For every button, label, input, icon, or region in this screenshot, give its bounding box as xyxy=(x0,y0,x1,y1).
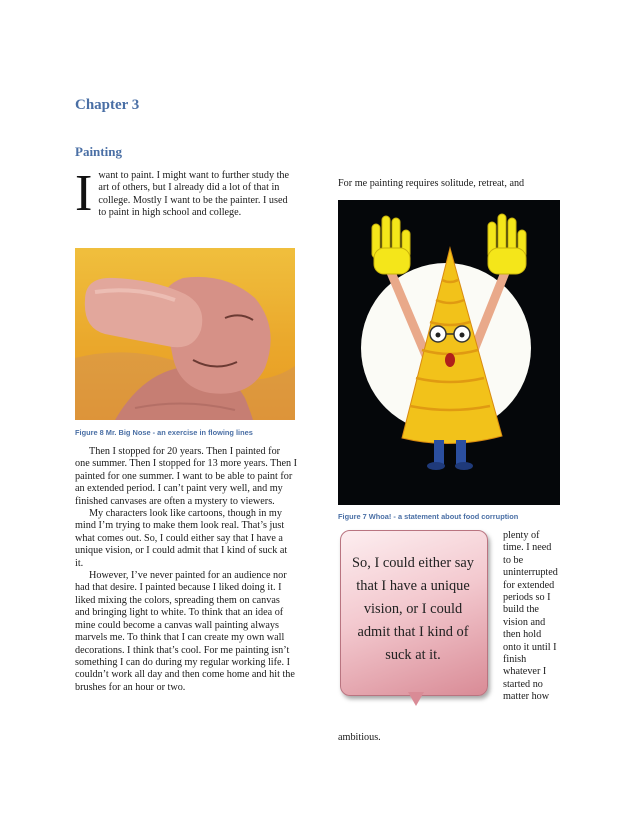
right-intro-text: For me painting requires solitude, retreat, and xyxy=(338,178,525,189)
intro-block xyxy=(75,165,297,242)
intro-paragraph xyxy=(75,165,297,242)
body-paragraph: However, I’ve never painted for an audience nor had that desire. I painted because I liked doing it. I liked mixing the colors, spreading them on canvas and bringing light to white. To think that an idea of mine could become a canvas wall painting always marvels me. To think that I can create my own wall decorations. I think that’s cool. For me painting isn’t something I can do during my regular working life. I couldn’t work all day and then come home and hit the brushes for an hour or two. xyxy=(75,570,295,693)
section-title: Painting xyxy=(75,144,122,159)
drop-cap: I xyxy=(75,165,93,222)
big-nose-illustration xyxy=(75,248,295,420)
body-left xyxy=(75,446,297,694)
painting-whoa xyxy=(338,200,560,505)
trailing-text: ambitious. xyxy=(338,732,381,743)
pull-quote-text: So, I could either say that I have a unique vision, or I could admit that I kind of suck at it. xyxy=(352,555,474,663)
pull-quote xyxy=(340,530,490,710)
chapter-title: Chapter 3 xyxy=(75,97,140,113)
narrow-column-text: plenty of time. I need to be uninterrupted for extended periods so I build the vision and then hold onto it until I finish whatever I started no matter how xyxy=(503,530,558,703)
body-paragraph: My characters look like cartoons, though in my mind I’m trying to make them look real. That’s just what comes out. So, I could either say that I have a unique vision, or I could admit that I kind of suck at it. xyxy=(75,508,288,569)
body-paragraph: Then I stopped for 20 years. Then I painted for one summer. Then I stopped for 13 more years. Then I painted for one summer. I want to be able to paint for an extended period. I can’t paint very well, and my finished canvases are often a mystery to viewers. xyxy=(75,446,297,507)
figure-7-caption: Figure 7 Whoa! - a statement about food corruption xyxy=(338,512,519,521)
figure-8-caption: Figure 8 Mr. Big Nose - an exercise in flowing lines xyxy=(75,428,253,437)
pull-quote-tail xyxy=(408,692,424,706)
painting-big-nose xyxy=(75,248,295,420)
whoa-illustration xyxy=(338,200,560,505)
intro-text: want to paint. I might want to further study the art of others, but I already did a lot of that in college. Mostly I want to be the painter. I used to paint in high school and college. xyxy=(98,170,290,219)
